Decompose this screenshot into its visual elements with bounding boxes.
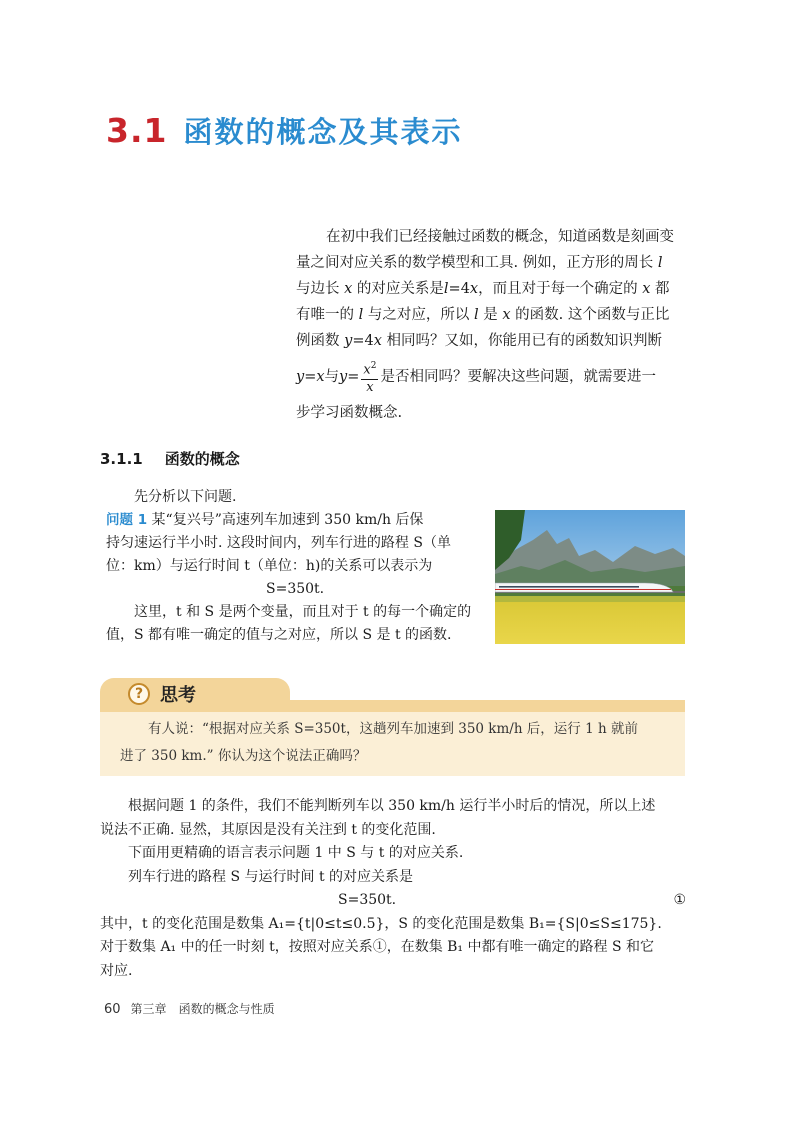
body-line: 根据问题 1 的条件，我们不能判断列车以 350 km/h 运行半小时后的情况，所以上述: [128, 798, 656, 814]
problem-line: 这里，t 和 S 是两个变量，而且对于 t 的每一个确定的: [134, 604, 472, 620]
problem-line: 问题 1 某“复兴号”高速列车加速到 350 km/h 后保: [106, 512, 424, 528]
think-line: 有人说：“根据对应关系 S=350t，这趟列车加速到 350 km/h 后，运行 1 h 就前: [148, 721, 638, 737]
body-line: 说法不正确. 显然，其原因是没有关注到 t 的变化范围.: [100, 821, 436, 838]
think-line: 进了 350 km.” 你认为这个说法正确吗？: [120, 748, 367, 764]
intro-line: 例函数 y=4x 相同吗？又如，你能用已有的函数知识判断: [296, 333, 662, 349]
body-equation: S=350t. ①: [100, 889, 690, 913]
section-title: 函数的概念及其表示: [183, 115, 463, 149]
problem-line: 位：km）与运行时间 t（单位：h)的关系可以表示为: [106, 558, 433, 574]
page-footer: [104, 1000, 275, 1017]
body-text: [100, 795, 690, 983]
problem-line: 持匀速运行半小时. 这段时间内，列车行进的路程 S（单: [106, 535, 451, 551]
page-title: [106, 110, 462, 151]
body-line: 对应.: [100, 962, 133, 979]
subsection-heading: [100, 448, 240, 469]
chapter-label: 第三章: [130, 1002, 167, 1016]
chapter-title: 函数的概念与性质: [178, 1002, 275, 1016]
intro-paragraph: [296, 224, 686, 426]
section-number: 3.1: [106, 111, 168, 150]
intro-line: 有唯一的 l 与之对应，所以 l 是 x 的函数. 这个函数与正比: [296, 307, 670, 323]
problem-equation: S=350t.: [266, 581, 325, 597]
think-text: [120, 716, 675, 770]
think-label: 思考: [160, 685, 196, 706]
equation-mark: ①: [673, 892, 686, 908]
intro-line-fraction: y=x 与 y= $\frac{x^2}{x}$ 是否相同吗？要解决这些问题，就需要进一: [296, 354, 686, 400]
body-line: 其中，t 的变化范围是数集 A₁={t|0≤t≤0.5}，S 的变化范围是数集 B₁={S|0≤S≤175}.: [100, 915, 662, 932]
problem-block: [106, 486, 486, 647]
problem-intro: 先分析以下问题.: [134, 489, 237, 505]
intro-line: 量之间对应关系的数学模型和工具. 例如，正方形的周长 l: [296, 255, 663, 271]
body-line: 对于数集 A₁ 中的任一时刻 t，按照对应关系①，在数集 B₁ 中都有唯一确定的路程 S 和它: [100, 939, 654, 955]
body-line: 下面用更精确的语言表示问题 1 中 S 与 t 的对应关系.: [128, 845, 464, 861]
subsection-title: 函数的概念: [164, 450, 240, 468]
page-number: 60: [104, 1002, 121, 1017]
intro-line: 与边长 x 的对应关系是l=4x，而且对于每一个确定的 x 都: [296, 281, 670, 297]
fraction: $\frac{x^2}{x}$: [361, 358, 378, 395]
subsection-number: 3.1.1: [100, 450, 143, 468]
body-line: 列车行进的路程 S 与运行时间 t 的对应关系是: [128, 868, 414, 885]
train-photo: [495, 510, 685, 644]
intro-line: 在初中我们已经接触过函数的概念，知道函数是刻画变: [326, 229, 674, 245]
question-mark-icon: ?: [128, 683, 150, 705]
intro-line: 步学习函数概念.: [296, 405, 403, 421]
problem-line: 值，S 都有唯一确定的值与之对应，所以 S 是 t 的函数.: [106, 627, 452, 643]
question-label: 问题 1: [106, 512, 148, 528]
